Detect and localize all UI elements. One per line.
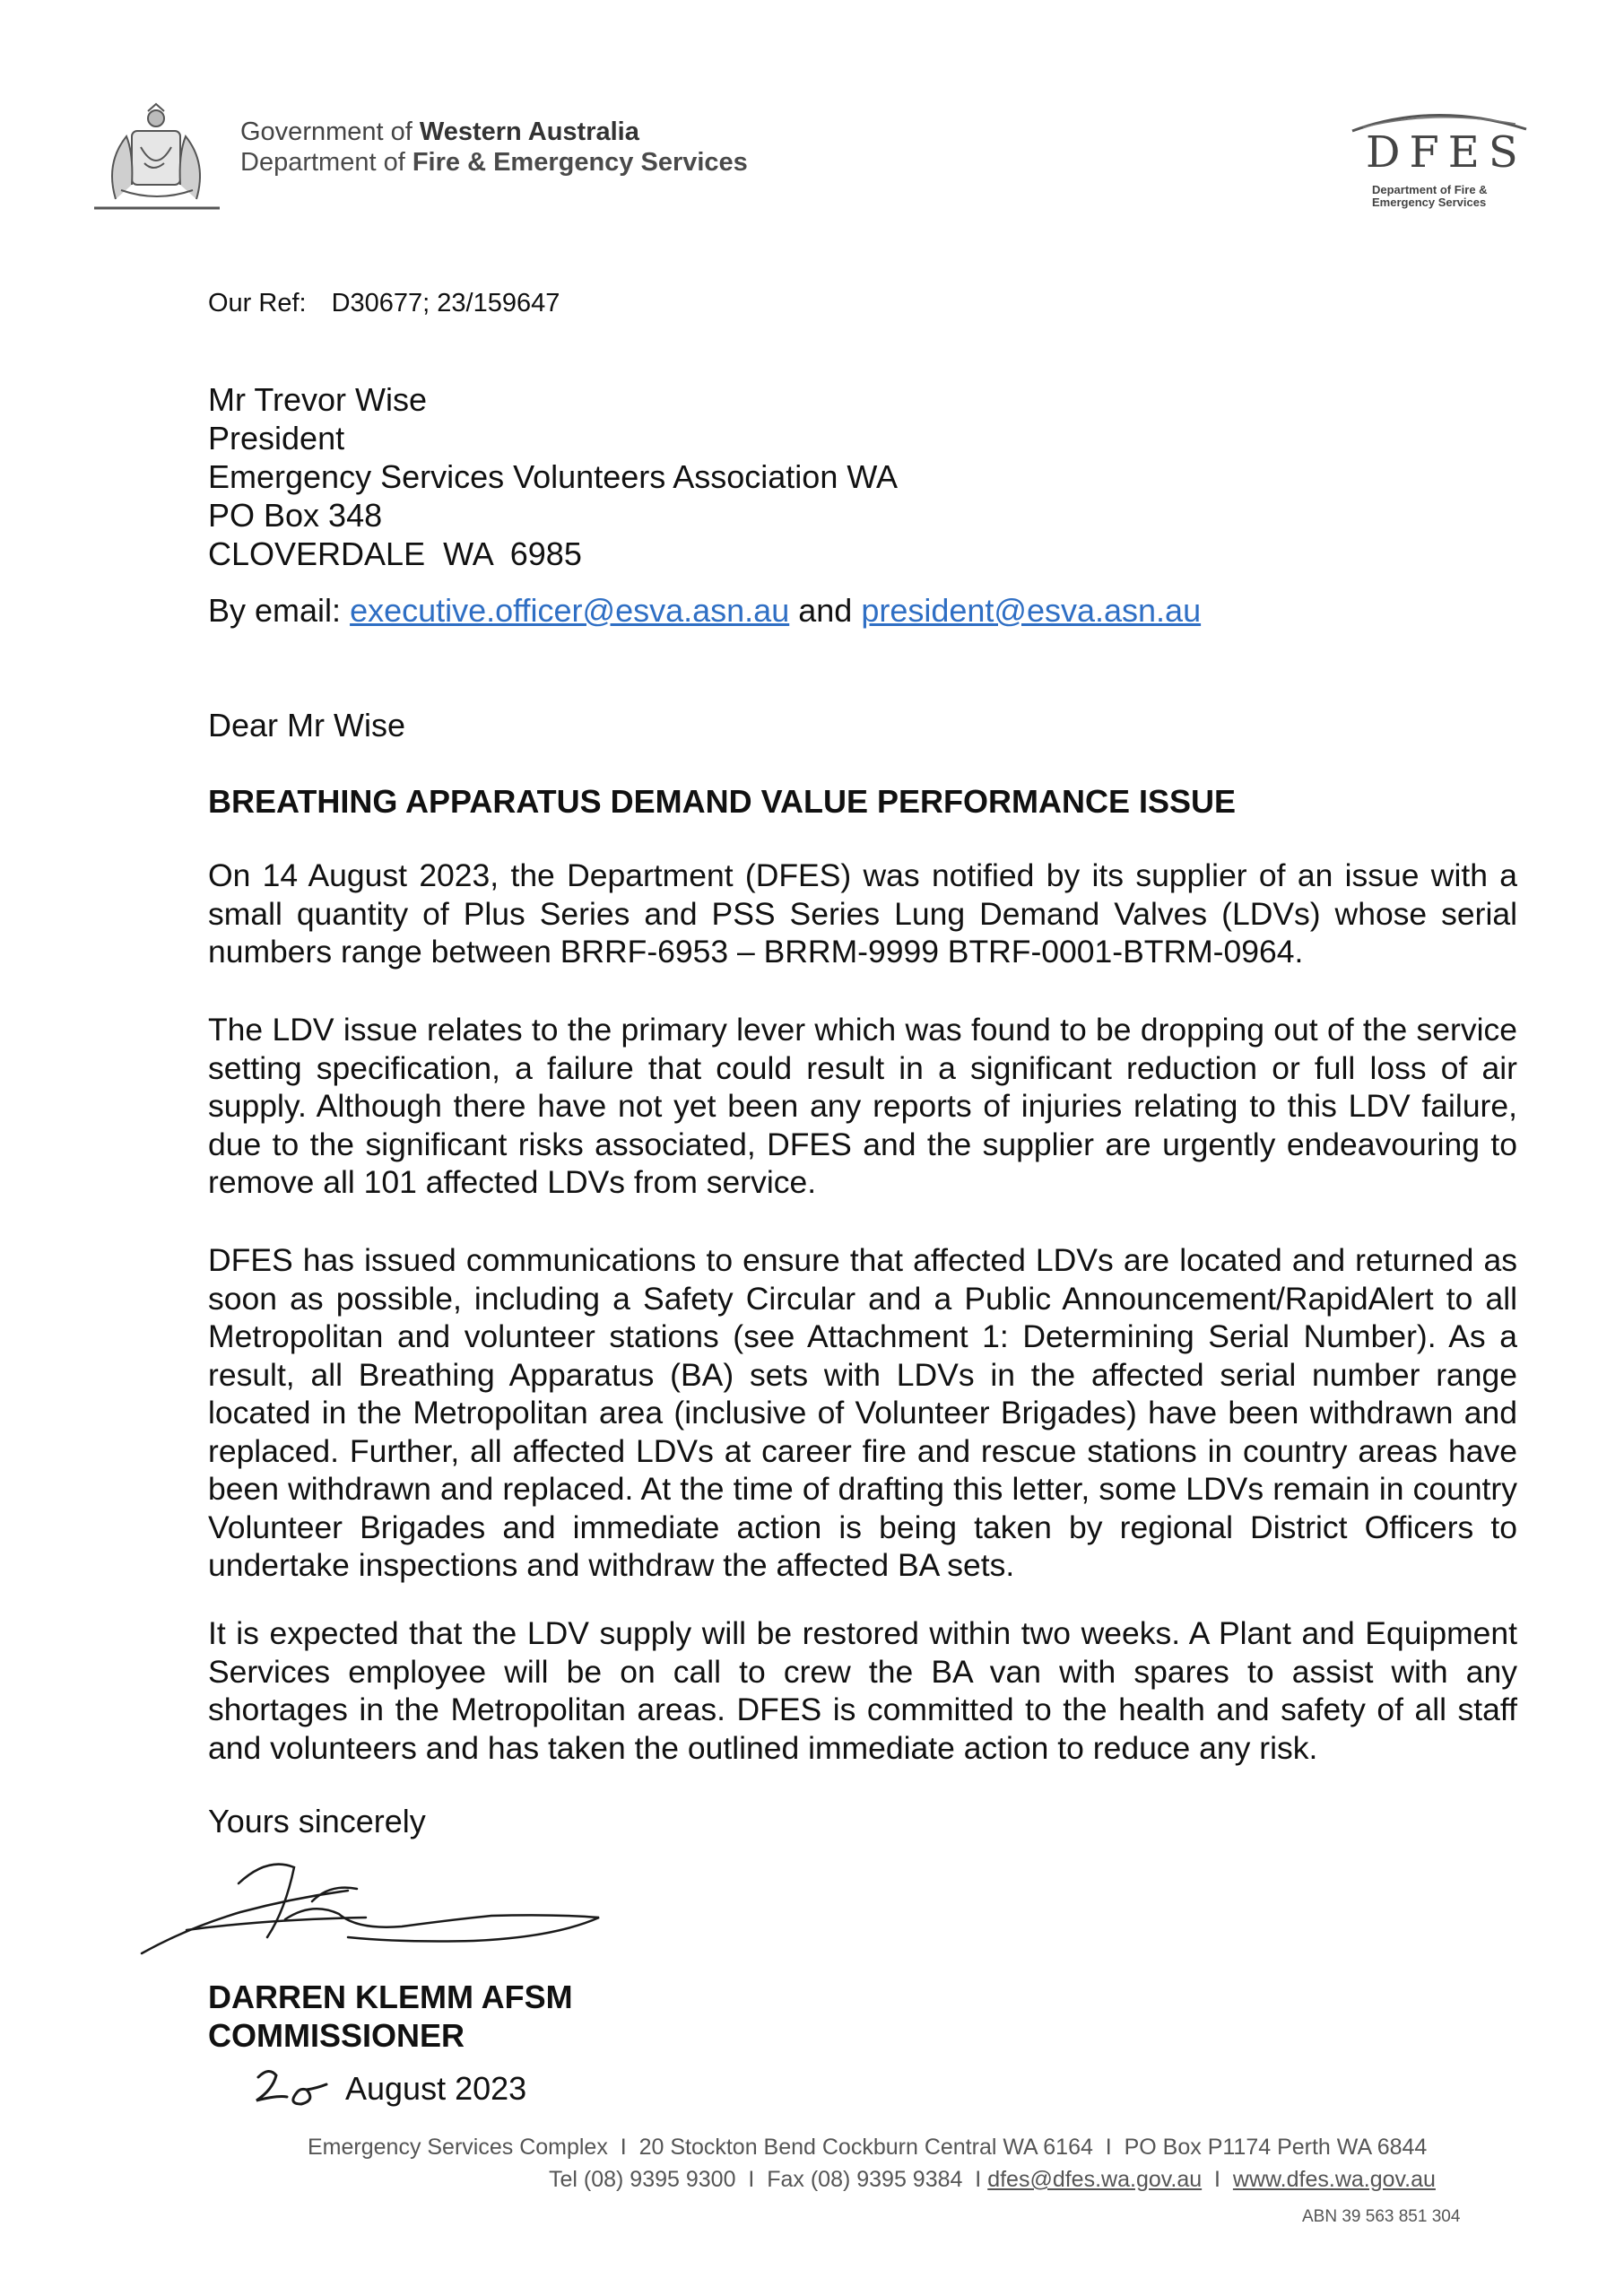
dfes-logo-text: DFES <box>1366 127 1527 178</box>
government-heading: Government of Western Australia Department of Fire & Emergency Services <box>240 117 748 177</box>
address-line: Mr Trevor Wise <box>208 381 428 418</box>
dfes-logo-subtitle: Department of Fire & Emergency Services <box>1372 183 1488 209</box>
signer-name: DARREN KLEMM AFSM <box>208 1979 573 2015</box>
email-link-president[interactable]: president@esva.asn.au <box>861 592 1202 629</box>
signer-block <box>208 1978 573 2055</box>
letter-subject: BREATHING APPARATUS DEMAND VALUE PERFORMANCE ISSUE <box>208 783 1237 820</box>
handwritten-day <box>251 2065 332 2111</box>
footer-website-link[interactable]: www.dfes.wa.gov.au <box>1232 2167 1436 2192</box>
address-line: Emergency Services Volunteers Association WA <box>208 458 899 495</box>
footer-address: Emergency Services Complex I 20 Stockton Bend Cockburn Central WA 6164 I PO Box P1174 Perth WA 6844 <box>308 2135 1428 2160</box>
recipient-address <box>208 380 898 573</box>
address-line: President <box>208 420 345 457</box>
footer-abn: ABN 39 563 851 304 <box>1302 2207 1461 2226</box>
reference-label: Our Ref: <box>208 289 307 317</box>
footer-email-link[interactable]: dfes@dfes.wa.gov.au <box>987 2167 1203 2192</box>
address-line: CLOVERDALE WA 6985 <box>208 535 582 572</box>
body-paragraph: DFES has issued communications to ensure that affected LDVs are located and returned as soon as possible, including a Safety Circular and a Public Announcement/RapidAlert to all Metropolitan and volunteer stations (see Attachment 1: Determining Serial Number). As a result, all Breathing Apparatus (BA) sets with LDVs in the affected serial number range located in the Metropolitan area (inclusive of Volunteer Brigades) have been withdrawn and replaced. Further, all affected LDVs at career fire and rescue stations in country areas have been withdrawn and replaced. At the time of drafting this letter, some LDVs remain in country Volunteer Brigades and immediate action is being taken by regional District Officers to undertake inspections and withdraw the affected BA sets. <box>208 1242 1517 1583</box>
address-line: PO Box 348 <box>208 497 383 534</box>
email-link-executive[interactable]: executive.officer@esva.asn.au <box>350 592 790 629</box>
email-line: By email: executive.officer@esva.asn.au and president@esva.asn.au <box>208 592 1202 629</box>
our-reference <box>208 289 560 318</box>
reference-value: D30677; 23/159647 <box>331 289 560 317</box>
signer-title: COMMISSIONER <box>208 2017 465 2054</box>
wa-crest-logo <box>85 100 229 215</box>
body-paragraph: On 14 August 2023, the Department (DFES) was notified by its supplier of an issue with a small quantity of Plus Series and PSS Series Lung Demand Valves (LDVs) whose serial numbers range between BRRF-6953 – BRRM-9999 BTRF-0001-BTRM-0964. <box>208 857 1517 970</box>
body-paragraph: It is expected that the LDV supply will be restored within two weeks. A Plant and Equipment Services employee will be on call to crew the BA van with spares to assist with any shortages in the Metropolitan areas. DFES is committed to the health and safety of all staff and volunteers and has taken the outlined immediate action to reduce any risk. <box>208 1615 1517 1766</box>
footer-contact: Tel (08) 9395 9300 I Fax (08) 9395 9384 I dfes@dfes.wa.gov.au I www.dfes.wa.gov.au <box>549 2167 1436 2192</box>
closing: Yours sincerely <box>208 1803 426 1839</box>
body-paragraph: The LDV issue relates to the primary lever which was found to be dropping out of the service setting specification, a failure that could result in a significant reduction or full loss of air supply. Although there have not yet been any reports of injuries relating to this LDV failure, due to the significant risks associated, DFES and the supplier are urgently endeavouring to remove all 101 affected LDVs from service. <box>208 1012 1517 1200</box>
date-month-year: August 2023 <box>345 2070 527 2107</box>
salutation: Dear Mr Wise <box>208 707 406 744</box>
handwritten-signature <box>133 1848 617 1973</box>
